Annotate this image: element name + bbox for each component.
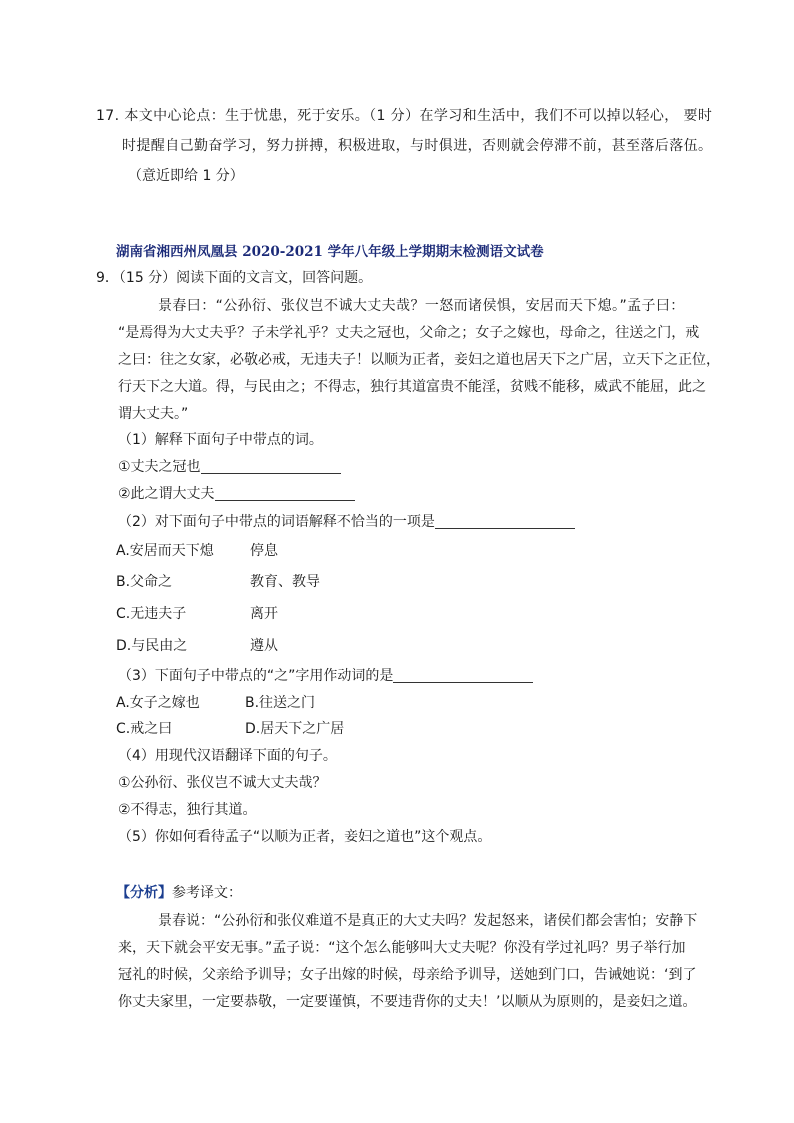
sub4-label: （4）用现代汉语翻译下面的句子。 <box>118 748 337 764</box>
sub2-option-a <box>116 541 214 561</box>
sub3-option-b: B.往送之门 <box>245 695 316 711</box>
sub2-option-d <box>116 636 187 656</box>
sub3-option-d: D.居天下之广居 <box>245 721 345 737</box>
q9-intro: 9．（15 分）阅读下面的文言文，回答问题。 <box>96 270 373 286</box>
option-text: D.与民由之 <box>116 638 188 654</box>
sub3-option-c: C.戒之曰 <box>116 721 173 737</box>
translation-line-2: 来，天下就会平安无事。”孟子说：“这个怎么能够叫大丈夫呢？你没有学过礼吗？男子举行加 <box>118 940 686 956</box>
sub2-label: （2）对下面句子中带点的词语解释不恰当的一项是 <box>118 514 435 530</box>
sub4-item-1: ①公孙衍、张仪岂不诚大丈夫哉？ <box>118 775 327 791</box>
sub2-option-c <box>116 604 186 624</box>
sub1-item-1 <box>118 457 341 477</box>
passage-line-2: “是焉得为大丈夫乎？子未学礼乎？丈夫之冠也，父命之；女子之嫁也，母命之，往送之门，戒 <box>118 325 700 341</box>
option-text: C.无违夫子 <box>116 606 187 622</box>
sub3-label: （3）下面句子中带点的“之”字用作动词的是 <box>118 668 394 684</box>
sub2-option-b <box>116 572 172 592</box>
translation-line-4: 你丈夫家里，一定要恭敬，一定要谨慎，不要违背你的丈夫！’以顺从为原则的，是妾妇之道。 <box>118 994 697 1010</box>
sub2-option-d-def: 遵从 <box>250 638 278 654</box>
passage-line-3: 之曰：往之女家，必敬必戒，无违夫子！以顺为正者，妾妇之道也居天下之广居，立天下之正位， <box>118 352 720 368</box>
option-text: B.父命之 <box>116 574 173 590</box>
answer-blank[interactable] <box>435 514 575 529</box>
sub5-label: （5）你如何看待孟子“以顺为正者，妾妇之道也”这个观点。 <box>118 829 492 845</box>
passage-line-4: 行天下之大道。得，与民由之；不得志，独行其道富贵不能淫，贫贱不能移，威武不能屈，此之 <box>118 379 706 395</box>
sub3-label-line <box>118 666 533 686</box>
exam-title: 湖南省湘西州凤凰县 2020-2021 学年八年级上学期期末检测语文试卷 <box>116 244 544 260</box>
analysis-label: 参考译文： <box>172 885 242 901</box>
sub1-item-2-text: ②此之谓大丈夫 <box>118 486 215 502</box>
sub4-item-2: ②不得志，独行其道。 <box>118 802 257 818</box>
q17-line-2: 时提醒自己勤奋学习，努力拼搏，积极进取，与时俱进，否则就会停滞不前，甚至落后落伍。 <box>122 138 713 154</box>
translation-line-3: 冠礼的时候，父亲给予训导；女子出嫁的时候，母亲给予训导，送她到门口，告诫她说：‘到了 <box>118 967 697 983</box>
q17-line-3: （意近即给 1 分） <box>128 168 244 184</box>
sub2-option-c-def: 离开 <box>250 606 278 622</box>
q17-line-1: 17. 本文中心论点：生于忧患，死于安乐。（1 分）在学习和生活中，我们不可以掉以轻心， 要时 <box>96 108 713 124</box>
answer-blank[interactable] <box>201 459 341 474</box>
sub1-label: （1）解释下面句子中带点的词。 <box>118 432 323 448</box>
analysis-tag: 【分析】 <box>116 885 172 901</box>
option-text: A.安居而天下熄 <box>116 543 214 559</box>
passage-line-5: 谓大丈夫。” <box>118 406 189 422</box>
answer-blank[interactable] <box>393 668 533 683</box>
sub1-item-1-text: ①丈夫之冠也 <box>118 459 201 475</box>
translation-line-1: 景春说：“公孙衍和张仪难道不是真正的大丈夫吗？发起怒来，诸侯们都会害怕；安静下 <box>158 913 698 929</box>
analysis-heading <box>116 883 242 903</box>
sub2-option-a-def: 停息 <box>250 543 278 559</box>
answer-blank[interactable] <box>215 486 355 501</box>
sub3-option-a: A.女子之嫁也 <box>116 695 200 711</box>
passage-line-1: 景春曰：“公孙衍、张仪岂不诚大丈夫哉？一怒而诸侯惧，安居而天下熄。”孟子曰： <box>158 298 685 314</box>
sub2-label-line <box>118 512 575 532</box>
sub1-item-2 <box>118 484 355 504</box>
sub2-option-b-def: 教育、教导 <box>250 574 320 590</box>
